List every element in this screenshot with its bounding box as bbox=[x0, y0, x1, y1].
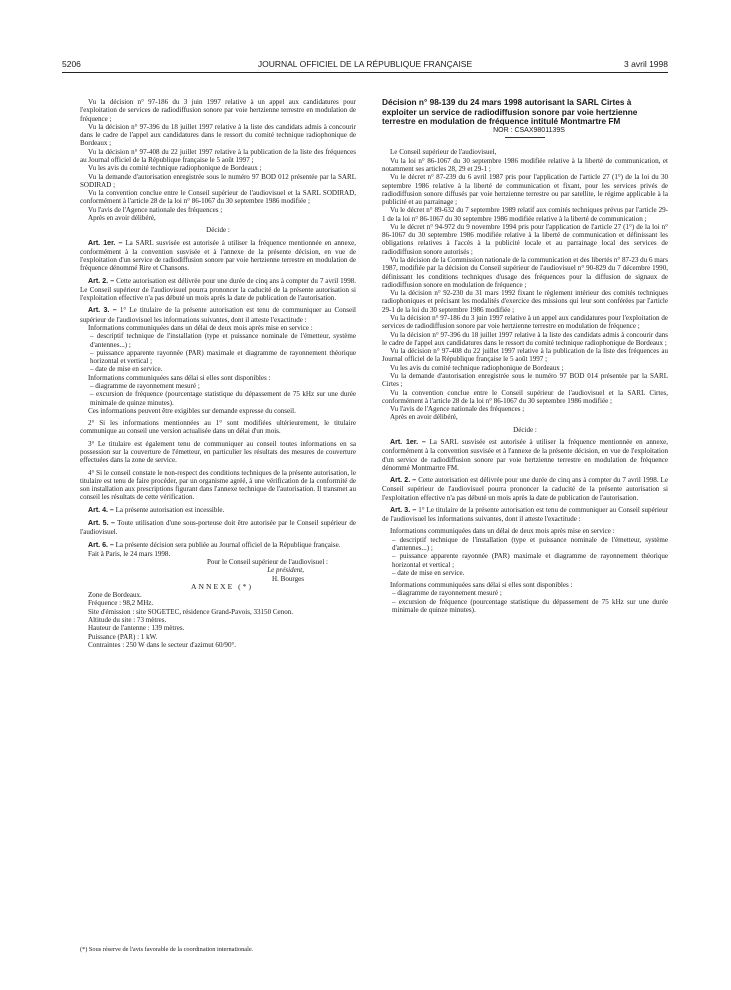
header-rule bbox=[62, 72, 668, 73]
visa-paragraph: Vu la décision n° 97-408 du 22 juillet 1997 relative à la publication de la liste des fréquences au Journal officiel de la République française le 5 août 1997 ; bbox=[80, 147, 356, 164]
visa-paragraph: Vu la décision n° 97-186 du 3 juin 1997 relative à un appel aux candidatures pour l'exploitation de services de radiodiffusion sonore par voie hertzienne terrestre en modulation de fréquence ; bbox=[382, 314, 668, 331]
list-item: – puissance apparente rayonnée (PAR) maximale et diagramme de rayonnement théorique horizontal et vertical ; bbox=[90, 348, 356, 366]
list-item: – diagramme de rayonnement mesuré ; bbox=[90, 382, 200, 390]
annexe-item: Altitude du site : 73 mètres. bbox=[88, 616, 167, 625]
visa-paragraph: Vu la décision n° 97-396 du 18 juillet 1997 relative à la liste des candidats admis à concourir dans le cadre de l'appel aux candidatures dans le ressort du comité technique radiophonique de Bordeaux ; bbox=[382, 330, 668, 347]
article-1 bbox=[80, 239, 356, 273]
article-3 bbox=[80, 306, 356, 324]
visa-paragraph: Vu la décision n° 97-186 du 3 juin 1997 relative à un appel aux candidatures pour l'exploitation de services de radiodiffusion sonore par voie hertzienne terrestre en modulation de fréquence ; bbox=[80, 98, 356, 123]
article-text: Toute utilisation d'une sous-porteuse doit être autorisée par le Conseil supérieur de l'audiovisuel. bbox=[80, 518, 356, 537]
list-item: – excursion de fréquence (pourcentage statistique du dépassement de 75 kHz sur une durée minimale de quinze minutes). bbox=[90, 390, 356, 407]
article-6 bbox=[80, 541, 356, 550]
visa-paragraph: Vu la demande d'autorisation enregistrée sous le numéro 97 BOD 012 présentée par la SARL SODIRAD ; bbox=[80, 172, 356, 189]
article-label: Art. 4. – bbox=[88, 506, 114, 514]
article-label: Art. 1er. – bbox=[390, 438, 426, 446]
list-item: – date de mise en service. bbox=[392, 568, 465, 577]
signature-name: H. Bourges bbox=[272, 574, 304, 583]
article-3 bbox=[382, 506, 668, 524]
visa-paragraph: Vu la loi n° 86-1067 du 30 septembre 1986 modifiée relative à la liberté de communication, et notamment ses articles 28, 29 et 29-1 ; bbox=[382, 156, 668, 173]
annexe-item: Fréquence : 98,2 MHz. bbox=[88, 599, 154, 608]
article-4 bbox=[80, 506, 356, 515]
article-text: Cette autorisation est délivrée pour une durée de cinq ans à compter du 7 avril 1998. Le Conseil supérieur de l'audiovisuel pourra prononcer la caducité de la présente autorisation si l'exploitation effective n'a pas débuté un mois après la date de publication de l'autorisation. bbox=[382, 476, 668, 502]
visa-paragraph: Vu l'avis de l'Agence nationale des fréquences ; bbox=[88, 205, 223, 214]
list-item: – excursion de fréquence (pourcentage statistique du dépassement de 75 kHz sur une durée minimale de quinze minutes). bbox=[392, 597, 668, 615]
left-column bbox=[80, 98, 356, 649]
article-label: Art. 5. – bbox=[88, 519, 115, 527]
article-3-info: Informations communiquées sans délai si elles sont disponibles : bbox=[390, 581, 573, 590]
visa-paragraph: Vu la décision n° 97-408 du 22 juillet 1997 relative à la publication de la liste des fréquences au Journal officiel de la République française le 5 août 1997 ; bbox=[382, 347, 668, 364]
article-3-info: Informations communiquées dans un délai de deux mois après mise en service : bbox=[88, 324, 313, 333]
article-3-info: Informations communiquées sans délai si elles sont disponibles : bbox=[88, 373, 271, 382]
visa-paragraph: Vu la demande d'autorisation enregistrée sous le numéro 97 BOD 014 présentée par la SARL Cirtes ; bbox=[382, 371, 668, 389]
article-text: La SARL susvisée est autorisée à utiliser la fréquence mentionnée en annexe, conformément à la convention susvisée et à l'annexe de la présente décision, en vue de l'exploitation d'un service de radiodiffusion sonore par voie hertzienne terrestre en modulation de fréquence dénommé Rire et Chansons. bbox=[80, 238, 356, 273]
visa-paragraph: Vu les avis du comité technique radiophonique de Bordeaux ; bbox=[88, 164, 262, 173]
annexe-item: Contraintes : 250 W dans le secteur d'azimut 60/90°. bbox=[88, 640, 237, 649]
journal-title: JOURNAL OFFICIEL DE LA RÉPUBLIQUE FRANÇAISE bbox=[257, 59, 473, 69]
visa-paragraph: Après en avoir délibéré, bbox=[88, 213, 156, 222]
issue-date: 3 avril 1998 bbox=[624, 59, 668, 69]
visa-paragraph: Vu la décision n° 92-230 du 31 mars 1992 fixant le règlement intérieur des comités techniques radiophoniques et précisant les modalités d'exercice des missions qui leur sont conférées par l'article 29-1 de la loi du 30 septembre 1986 modifiée ; bbox=[382, 289, 668, 314]
decision-title: Décision n° 98-139 du 24 mars 1998 autorisant la SARL Cirtes à exploiter un service de radiodiffusion sonore par voie hertzienne terrestre en modulation de fréquence intitulé Montmartre FM bbox=[382, 97, 638, 127]
list-item: – date de mise en service. bbox=[90, 365, 163, 374]
visa-paragraph: Après en avoir délibéré, bbox=[390, 413, 458, 422]
done-at: Fait à Paris, le 24 mars 1998. bbox=[88, 549, 171, 558]
annexe-item: Site d'émission : site SOGETEC, résidence Grand-Pavois, 33150 Cenon. bbox=[88, 607, 294, 616]
article-1 bbox=[382, 438, 668, 472]
visa-paragraph: Vu la décision n° 97-396 du 18 juillet 1997 relative à la liste des candidats admis à concourir dans le cadre de l'appel aux candidatures dans le ressort du comité technique radiophonique de Bordeaux ; bbox=[80, 122, 356, 148]
visa-paragraph: Vu la convention conclue entre le Conseil supérieur de l'audiovisuel et la SARL Cirtes, conformément à l'article 28 de la loi n° 86-1067 du 30 septembre 1986 modifiée ; bbox=[382, 388, 668, 405]
article-text: La SARL susvisée est autorisée à utiliser la fréquence mentionnée en annexe, conformément à la convention susvisée et à l'annexe de la présente décision, en vue de l'exploitation d'un service de radiodiffusion sonore par voie hertzienne terrestre en modulation de fréquence dénommé Montmartre FM. bbox=[382, 437, 668, 472]
visa-paragraph: Vu le décret n° 89-632 du 7 septembre 1989 relatif aux comités techniques prévus par l'article 29-1 de la loi n° 86-1067 du 30 septembre 1986 modifiée relative à la liberté de communication ; bbox=[382, 206, 668, 223]
footnote: (*) Sous réserve de l'avis favorable de la coordination internationale. bbox=[80, 946, 254, 953]
decide-heading: Décide : bbox=[513, 425, 537, 434]
list-item: – diagramme de rayonnement mesuré ; bbox=[392, 589, 502, 598]
article-2 bbox=[382, 476, 668, 502]
article-3-info: Informations communiquées dans un délai de deux mois après mise en service : bbox=[390, 527, 615, 536]
visa-paragraph: Vu la décision de la Commission nationale de la communication et des libertés n° 87-23 du 6 mars 1987, modifiée par la décision du Conseil supérieur de l'audiovisuel n° 90-829 du 7 décembre 1990, définissant les conditions techniques d'usage des fréquences pour la diffusion de signaux de radiodiffusion sonore en modulation de fréquence ; bbox=[382, 256, 668, 289]
page-header bbox=[62, 59, 668, 71]
visa-paragraph: Vu le décret n° 87-239 du 6 avril 1987 pris pour l'application de l'article 27 (1°) de la loi du 30 septembre 1986 relative à la liberté de communication et fixant, pour les services privés de radiodiffusion sonore diffusés par voie hertzienne terrestre ou par satellite, le régime applicable à la publicité et au parrainage ; bbox=[382, 173, 668, 207]
decide-heading: Décide : bbox=[206, 226, 230, 235]
article-label: Art. 3. – bbox=[88, 307, 117, 315]
visa-paragraph: Vu les avis du comité technique radiophonique de Bordeaux ; bbox=[390, 363, 564, 372]
article-text: La présente décision sera publiée au Journal officiel de la République française. bbox=[115, 540, 341, 549]
page-number: 5206 bbox=[62, 59, 81, 69]
list-item: – descriptif technique de l'installation (type et puissance nominale de l'émetteur, système d'antennes...) ; bbox=[90, 332, 356, 349]
nor-reference: NOR : CSAX9801139S bbox=[493, 127, 565, 135]
visa-paragraph: Vu l'avis de l'Agence nationale des fréquences ; bbox=[390, 405, 525, 414]
visa-paragraph: Le Conseil supérieur de l'audiovisuel, bbox=[390, 148, 497, 157]
article-3-paragraph: 3° Le titulaire est également tenu de communiquer au conseil toutes informations en sa possession sur la couverture de l'émetteur, en particulier les résultats des mesures de couverture effectuées dans la zone de service. bbox=[80, 439, 356, 465]
visa-paragraph: Vu le décret n° 94-972 du 9 novembre 1994 pris pour l'application de l'article 27 (1°) de la loi n° 86-1067 du 30 septembre 1986 modifiée relative à la liberté de communication et définissant les obligations relatives à l'accès à la publicité locale et au parrainage local des services de radiodiffusion sonore autorisés ; bbox=[382, 222, 668, 256]
separator-rule bbox=[505, 137, 545, 138]
signature-title: Le président, bbox=[267, 566, 304, 575]
article-text: Cette autorisation est délivrée pour une durée de cinq ans à compter du 7 avril 1998. Le Conseil supérieur de l'audiovisuel pourra prononcer la caducité de la présente autorisation si l'exploitation effective n'a pas débuté un mois après la date de publication de l'autorisation. bbox=[80, 276, 356, 303]
annexe-item: Hauteur de l'antenne : 139 mètres. bbox=[88, 624, 185, 633]
article-text: 1° Le titulaire de la présente autorisation est tenu de communiquer au Conseil supérieur de l'audiovisuel les informations suivantes, dont il atteste l'exactitude : bbox=[382, 505, 668, 524]
article-label: Art. 2. – bbox=[390, 477, 417, 485]
article-2 bbox=[80, 277, 356, 303]
article-label: Art. 1er. – bbox=[88, 239, 123, 247]
annexe-item: Zone de Bordeaux. bbox=[88, 591, 142, 600]
article-text: La présente autorisation est incessible. bbox=[115, 505, 225, 514]
annexe-heading: ANNEXE (*) bbox=[191, 581, 253, 591]
right-column bbox=[382, 98, 668, 614]
visa-paragraph: Vu la convention conclue entre le Conseil supérieur de l'audiovisuel et la SARL SODIRAD, conformément à l'article 28 de la loi n° 86-1067 du 30 septembre 1986 modifiée ; bbox=[80, 189, 356, 206]
article-5 bbox=[80, 519, 356, 537]
article-label: Art. 2. – bbox=[88, 277, 115, 285]
article-text: 1° Le titulaire de la présente autorisation est tenu de communiquer au Conseil supérieur de l'audiovisuel les informations suivantes, dont il atteste l'exactitude : bbox=[80, 306, 356, 324]
article-3-paragraph: 4° Si le conseil constate le non-respect des conditions techniques de la présente autorisation, le titulaire est tenu de faire procéder, par un organisme agréé, à une vérification de la conformité de son installation aux prescriptions figurant dans l'annexe technique de l'autorisation. Il transmet au conseil les résultats de cette vérification. bbox=[80, 468, 356, 502]
list-item: – puissance apparente rayonnée (PAR) maximale et diagramme de rayonnement théorique horizontal et vertical ; bbox=[392, 552, 668, 569]
signature-line: Pour le Conseil supérieur de l'audiovisuel : bbox=[206, 558, 328, 567]
article-3-paragraph: 2° Si les informations mentionnées au 1° sont modifiées ultérieurement, le titulaire communique au conseil une version actualisée dans un délai d'un mois. bbox=[80, 419, 356, 436]
article-3-paragraph: Ces informations peuvent être exigibles sur demande expresse du conseil. bbox=[88, 406, 296, 415]
list-item: – descriptif technique de l'installation (type et puissance nominale de l'émetteur, système d'antennes...) ; bbox=[392, 535, 668, 553]
article-label: Art. 6. – bbox=[88, 541, 114, 549]
article-label: Art. 3. – bbox=[390, 506, 417, 514]
annexe-item: Puissance (PAR) : 1 kW. bbox=[88, 632, 158, 641]
